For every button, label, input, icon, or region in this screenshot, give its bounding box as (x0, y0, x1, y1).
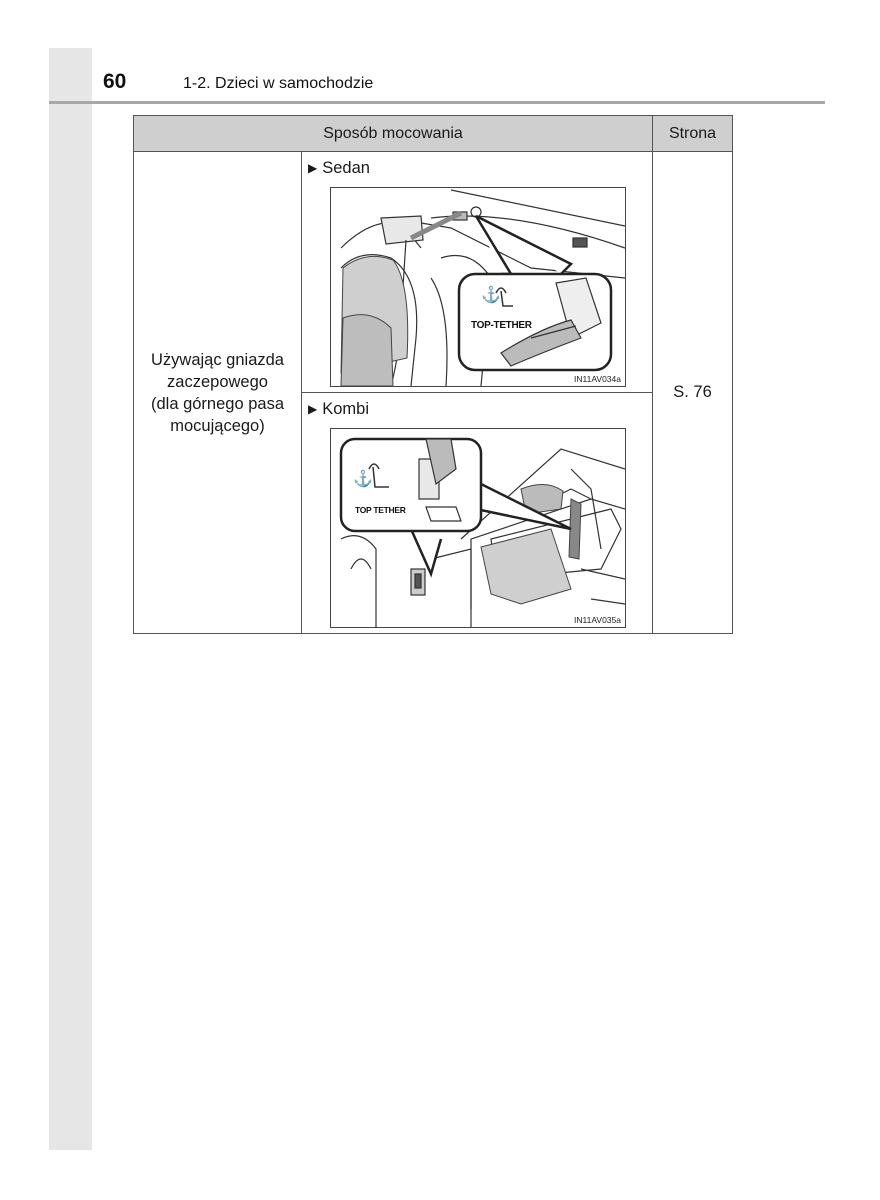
method-cell (134, 152, 302, 634)
variant-kombi-label (302, 393, 652, 421)
mounting-table (133, 115, 733, 634)
page-ref: S. 76 (673, 383, 712, 401)
callout-label: TOP TETHER (355, 505, 406, 515)
sedan-car-interior-illustration (331, 188, 625, 386)
method-line: Używając gniazda (151, 350, 284, 369)
triangle-bullet-icon: ▶ (308, 161, 318, 175)
variant-kombi-name: Kombi (322, 399, 370, 418)
triangle-bullet-icon: ▶ (308, 402, 318, 416)
callout-label: TOP-TETHER (471, 320, 532, 331)
column-header-page: Strona (653, 116, 733, 152)
kombi-cargo-area-illustration (331, 429, 625, 627)
section-title: 1-2. Dzieci w samochodzie (183, 75, 374, 92)
page-number: 60 (103, 70, 127, 93)
anchor-icon: ⚓ (481, 287, 501, 304)
figure-code: IN11AV034a (574, 374, 621, 384)
header-rule (49, 101, 825, 104)
side-strip (49, 48, 92, 1150)
variant-sedan-label (302, 152, 652, 180)
method-line: zaczepowego (167, 372, 268, 391)
figure-code: IN11AV035a (574, 615, 621, 625)
kombi-illustration (330, 428, 626, 628)
method-line: mocującego) (170, 416, 265, 435)
method-line: (dla górnego pasa (150, 394, 284, 413)
anchor-icon: ⚓ (353, 471, 373, 488)
sedan-illustration (330, 187, 626, 387)
variant-kombi-cell (302, 393, 653, 634)
variant-sedan-name: Sedan (322, 158, 370, 177)
page-ref-cell (653, 152, 733, 634)
variant-sedan-cell (302, 152, 653, 393)
column-header-method: Sposób mocowania (134, 116, 653, 152)
